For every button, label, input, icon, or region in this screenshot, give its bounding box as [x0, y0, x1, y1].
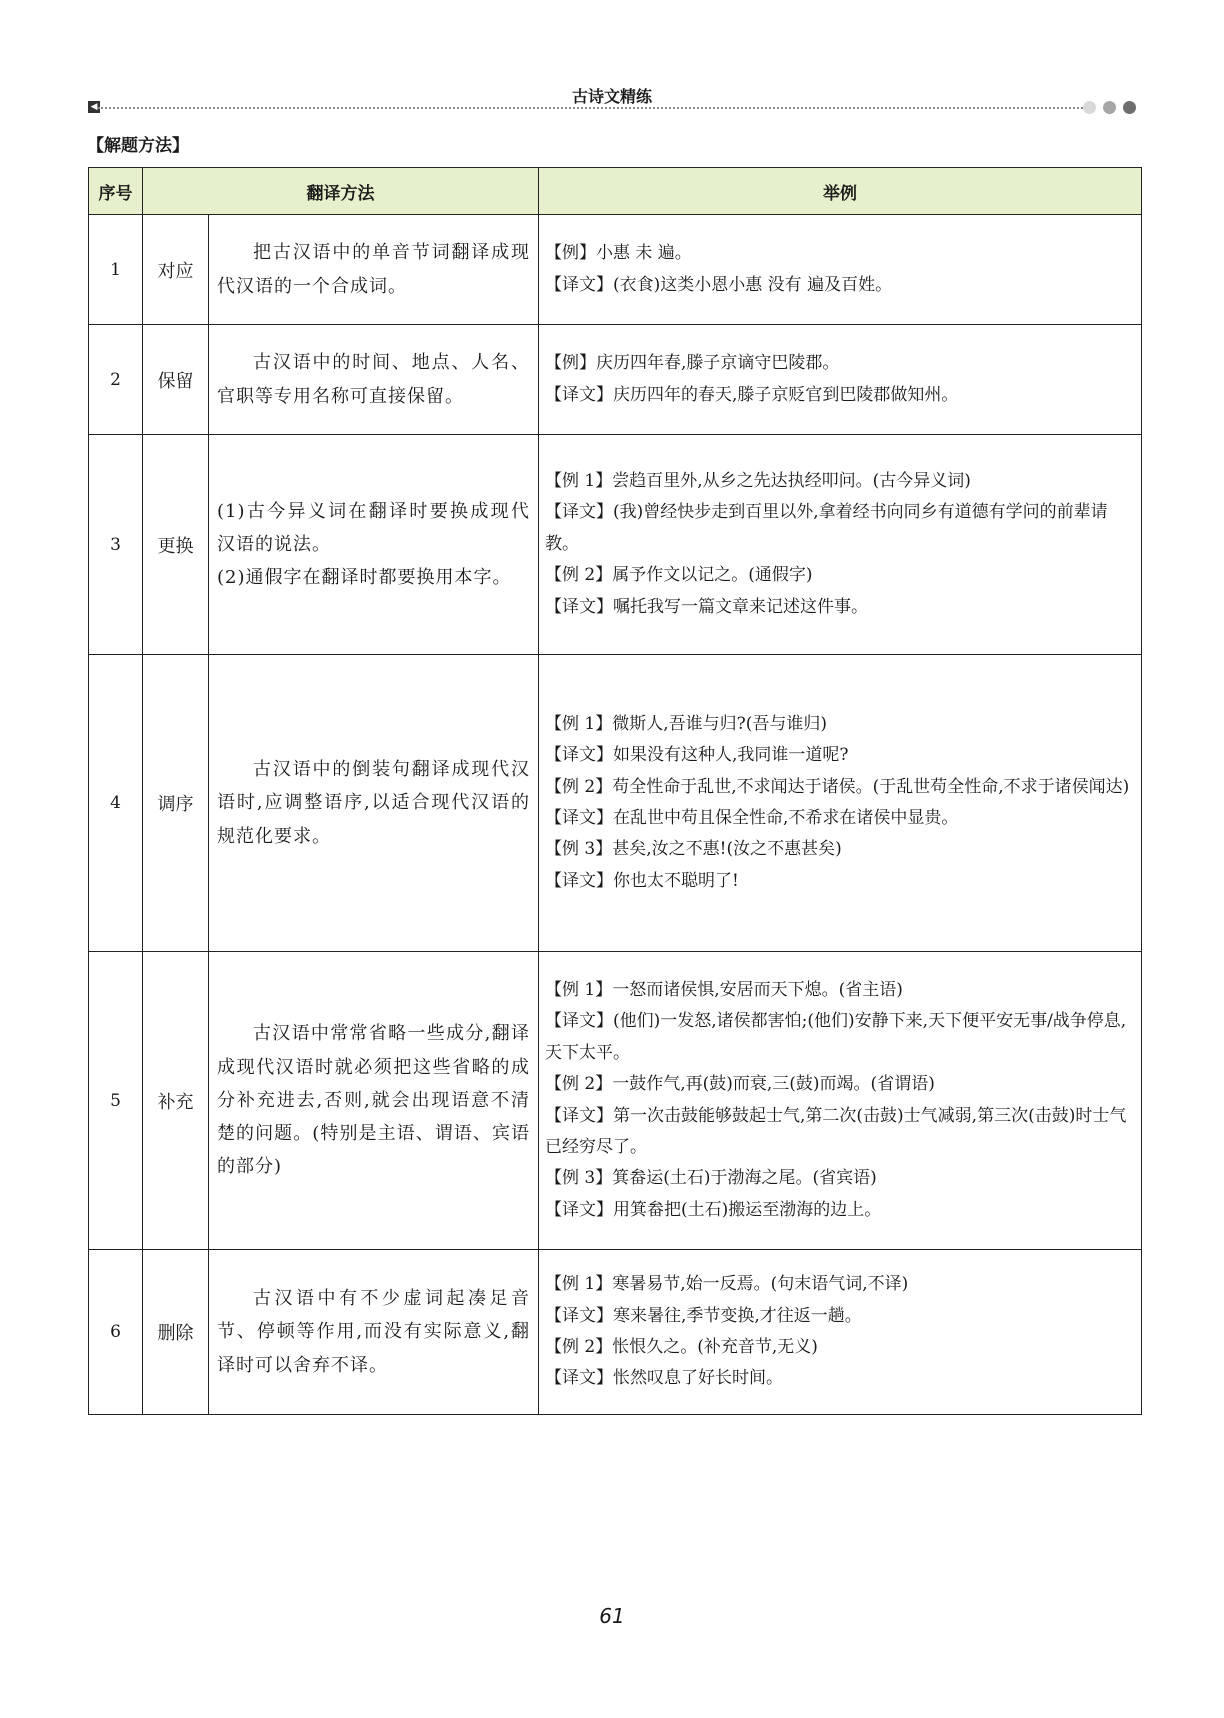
- example-line: 【例 2】怅恨久之。(补充音节,无义): [545, 1337, 818, 1357]
- row-number: 3: [89, 435, 143, 655]
- method-examples: [539, 215, 1142, 325]
- example-line: 【例 1】寒暑易节,始一反焉。(句末语气词,不译): [545, 1274, 909, 1295]
- translation-line: 【译文】第一次击鼓能够鼓起士气,第二次(击鼓)士气减弱,第三次(击鼓)时士气已经穷尽了。: [545, 1105, 1127, 1157]
- translation-line: 【译文】(他们)一发怒,诸侯都害怕;(他们)安静下来,天下便平安无事/战争停息,天下太平。: [545, 1011, 1127, 1063]
- method-description: [209, 1250, 539, 1415]
- description-paragraph: 把古汉语中的单音节词翻译成现代汉语的一个合成词。: [217, 242, 530, 297]
- example-line: 【例 1】一怒而诸侯惧,安居而天下熄。(省主语): [545, 979, 903, 1000]
- example-line: 【例 2】属予作文以记之。(通假字): [545, 565, 813, 586]
- column-header-number: 序号: [89, 168, 143, 215]
- method-name: 对应: [143, 215, 209, 325]
- description-paragraph: (2)通假字在翻译时都要换用本字。: [217, 567, 512, 589]
- description-paragraph: (1)古今异义词在翻译时要换成现代汉语的说法。: [217, 500, 530, 555]
- example-line: 【例 2】一鼓作气,再(鼓)而衰,三(鼓)而竭。(省谓语): [545, 1074, 935, 1095]
- translation-line: 【译文】嘱托我写一篇文章来记述这件事。: [545, 596, 868, 617]
- method-description: [209, 215, 539, 325]
- method-name: 删除: [143, 1250, 209, 1415]
- section-heading: 【解题方法】: [87, 136, 189, 156]
- play-left-icon: ◀: [88, 101, 100, 113]
- translation-line: 【译文】寒来暑往,季节变换,才往返一趟。: [545, 1305, 862, 1326]
- row-number: 1: [89, 215, 143, 325]
- table-row: [89, 215, 1142, 325]
- row-number: 5: [89, 952, 143, 1250]
- translation-methods-table: [88, 167, 1142, 1415]
- description-paragraph: 古汉语中的时间、地点、人名、官职等专用名称可直接保留。: [217, 352, 530, 407]
- table-row: [89, 325, 1142, 435]
- description-paragraph: 古汉语中的倒装句翻译成现代汉语时,应调整语序,以适合现代汉语的规范化要求。: [217, 759, 530, 847]
- table-row: [89, 435, 1142, 655]
- header-dot-2: [1103, 101, 1116, 114]
- row-number: 6: [89, 1250, 143, 1415]
- example-line: 【例】庆历四年春,滕子京谪守巴陵郡。: [545, 353, 840, 374]
- method-name: 调序: [143, 655, 209, 952]
- example-line: 【例 1】微斯人,吾谁与归?(吾与谁归): [545, 713, 828, 734]
- column-header-method: 翻译方法: [143, 168, 539, 215]
- method-examples: [539, 952, 1142, 1250]
- row-number: 4: [89, 655, 143, 952]
- translation-line: 【译文】怅然叹息了好长时间。: [545, 1368, 783, 1389]
- method-description: [209, 435, 539, 655]
- method-name: 更换: [143, 435, 209, 655]
- header-divider: [98, 107, 1083, 109]
- table-row: [89, 952, 1142, 1250]
- method-name: 保留: [143, 325, 209, 435]
- example-line: 【例 3】箕畚运(土石)于渤海之尾。(省宾语): [545, 1168, 877, 1189]
- translation-line: 【译文】如果没有这种人,我同谁一道呢?: [545, 745, 849, 766]
- translation-line: 【译文】庆历四年的春天,滕子京贬官到巴陵郡做知州。: [545, 384, 959, 405]
- translation-line: 【译文】(衣食)这类小恩小惠 没有 遍及百姓。: [545, 274, 893, 295]
- method-description: [209, 325, 539, 435]
- method-examples: [539, 325, 1142, 435]
- translation-line: 【译文】在乱世中苟且保全性命,不希求在诸侯中显贵。: [545, 808, 959, 828]
- table-header-row: [89, 168, 1142, 215]
- example-line: 【例 3】甚矣,汝之不惠!(汝之不惠甚矣): [545, 839, 842, 860]
- column-header-example: 举例: [539, 168, 1142, 215]
- translation-line: 【译文】(我)曾经快步走到百里以外,拿着经书向同乡有道德有学问的前辈请教。: [545, 502, 1108, 554]
- example-line: 【例 1】尝趋百里外,从乡之先达执经叩问。(古今异义词): [545, 470, 971, 491]
- method-description: [209, 655, 539, 952]
- method-examples: [539, 1250, 1142, 1415]
- header-dot-3: [1123, 101, 1136, 114]
- page-header-title: 古诗文精练: [571, 87, 652, 106]
- example-line: 【例 2】苟全性命于乱世,不求闻达于诸侯。(于乱世苟全性命,不求于诸侯闻达): [545, 776, 1130, 797]
- description-paragraph: 古汉语中有不少虚词起凑足音节、停顿等作用,而没有实际意义,翻译时可以舍弃不译。: [217, 1288, 530, 1376]
- page-number: 61: [599, 1604, 625, 1628]
- translation-line: 【译文】你也太不聪明了!: [545, 870, 739, 891]
- row-number: 2: [89, 325, 143, 435]
- header-dot-1: [1083, 101, 1096, 114]
- table-row: [89, 1250, 1142, 1415]
- method-name: 补充: [143, 952, 209, 1250]
- example-line: 【例】小惠 未 遍。: [545, 243, 692, 264]
- description-paragraph: 古汉语中常常省略一些成分,翻译成现代汉语时就必须把这些省略的成分补充进去,否则,就会出现语意不清楚的问题。(特别是主语、谓语、宾语的部分): [217, 1023, 530, 1178]
- method-examples: [539, 655, 1142, 952]
- method-description: [209, 952, 539, 1250]
- table-row: [89, 655, 1142, 952]
- translation-line: 【译文】用箕畚把(土石)搬运至渤海的边上。: [545, 1199, 882, 1220]
- method-examples: [539, 435, 1142, 655]
